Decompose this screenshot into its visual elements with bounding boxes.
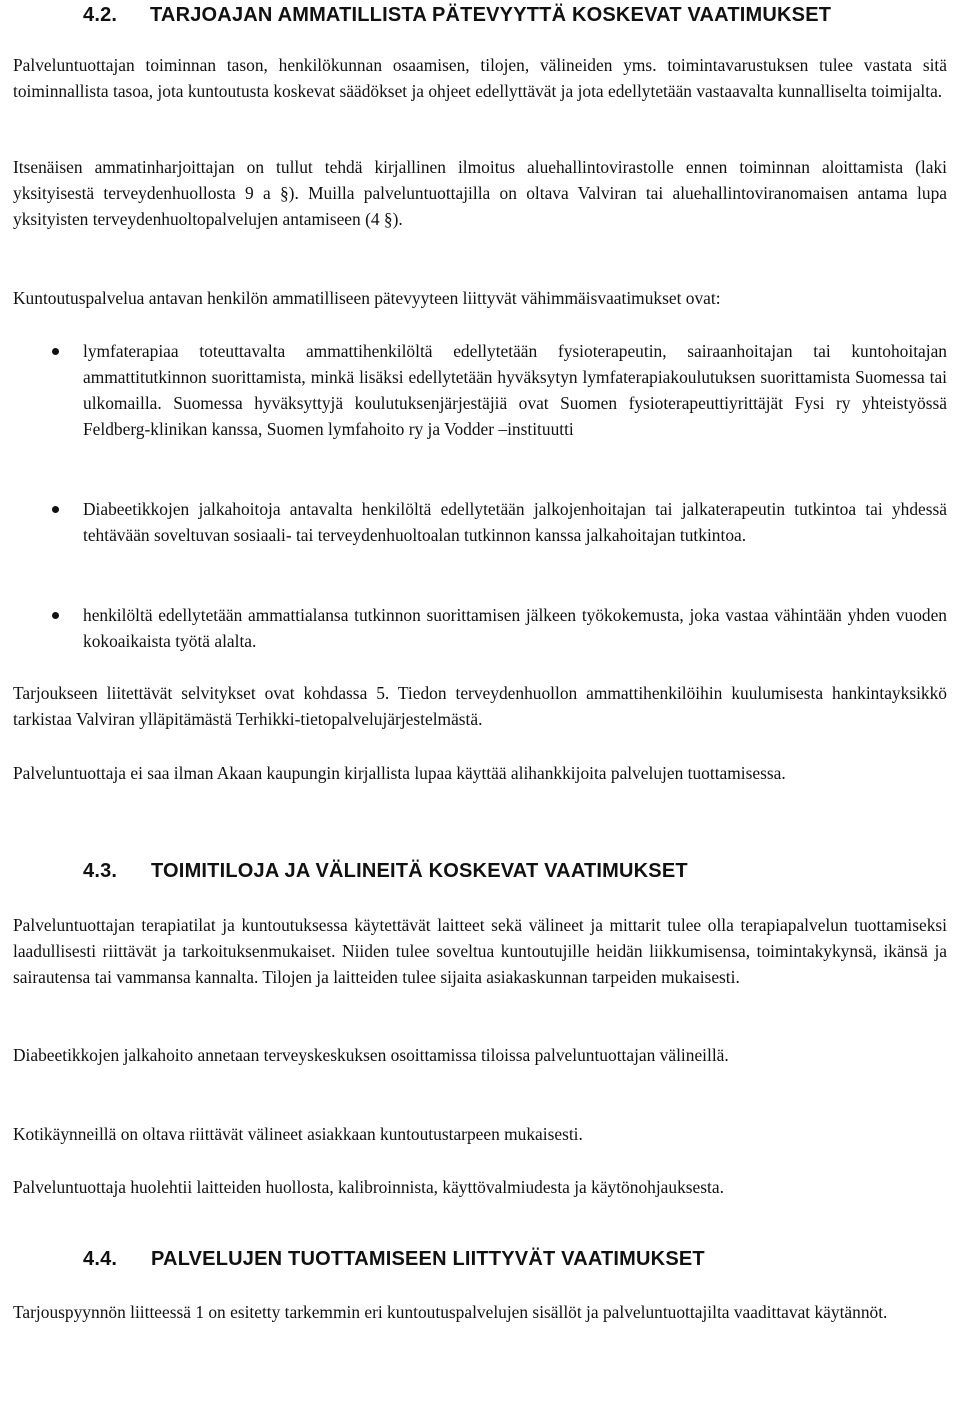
paragraph-text: Itsenäisen ammatinharjoittajan on tullut tehdä kirjallinen ilmoitus aluehallintovirastolle ennen toiminnan aloittamista (laki yksityisestä terveydenhuollosta 9 a §). Muilla palveluntuottajilla on oltava Valviran tai aluehallintoviranomaisen antama lupa yksityisten terveydenhuoltopalvelujen antamiseen (4 §). [13, 157, 947, 229]
paragraph [13, 1121, 947, 1147]
paragraph [13, 1174, 947, 1200]
bullet-icon [52, 612, 59, 619]
paragraph [13, 52, 947, 104]
paragraph [13, 912, 947, 990]
section-heading-4-4 [83, 1246, 705, 1272]
paragraph-text: Diabeetikkojen jalkahoito annetaan terveyskeskuksen osoittamissa tiloissa palveluntuottajan välineillä. [13, 1045, 729, 1065]
bullet-icon [52, 348, 59, 355]
paragraph [13, 1042, 947, 1068]
bullet-icon [52, 506, 59, 513]
section-heading-4-2 [83, 2, 831, 28]
list-item [13, 496, 947, 548]
paragraph-text: Palveluntuottaja ei saa ilman Akaan kaupungin kirjallista lupaa käyttää alihankkijoita palvelujen tuottamisessa. [13, 763, 786, 783]
paragraph [13, 680, 947, 732]
list-item [13, 602, 947, 654]
paragraph-text: Palveluntuottajan terapiatilat ja kuntoutuksessa käytettävät laitteet sekä välineet ja mittarit tulee olla terapiapalvelun tuottamiseksi laadullisesti riittävät ja tarkoituksenmukaiset. Niiden tulee soveltua kuntoutujille heidän liikkumisensa, toimintakykynsä, ikänsä ja sairautensa tai vammansa kannalta. Tilojen ja laitteiden tulee sijaita asiakaskunnan tarpeiden mukaisesti. [13, 915, 947, 987]
section-title: TARJOAJAN AMMATILLISTA PÄTEVYYTTÄ KOSKEVAT VAATIMUKSET [150, 4, 832, 26]
paragraph-text: Kuntoutuspalvelua antavan henkilön ammatilliseen pätevyyteen liittyvät vähimmäisvaatimukset ovat: [13, 288, 721, 308]
list-item-text: henkilöltä edellytetään ammattialansa tutkinnon suorittamisen jälkeen työkokemusta, joka vastaa vähintään yhden vuoden kokoaikaista työtä alalta. [83, 605, 947, 651]
paragraph-text: Kotikäynneillä on oltava riittävät välineet asiakkaan kuntoutustarpeen mukaisesti. [13, 1124, 583, 1144]
list-item-text: lymfaterapiaa toteuttavalta ammattihenkilöltä edellytetään fysioterapeutin, sairaanhoitajan tai kuntohoitajan ammattitutkinnon suorittamista, minkä lisäksi edellytetään hyväksytyn lymfaterapiakoulutuksen suorittamista Suomessa tai ulkomailla. Suomessa hyväksyttyjä koulutuksenjärjestäjiä ovat Suomen fysioterapeuttiyrittäjät Fysi ry yhteistyössä Feldberg-klinikan kanssa, Suomen lymfahoito ry ja Vodder –instituutti [83, 341, 947, 439]
section-number: 4.4. [83, 1248, 118, 1270]
section-number: 4.3. [83, 860, 118, 882]
paragraph [13, 1299, 947, 1325]
list-item [13, 338, 947, 442]
paragraph-text: Palveluntuottaja huolehtii laitteiden huollosta, kalibroinnista, käyttövalmiudesta ja käytönohjauksesta. [13, 1177, 724, 1197]
section-title: TOIMITILOJA JA VÄLINEITÄ KOSKEVAT VAATIMUKSET [151, 860, 688, 882]
paragraph [13, 760, 947, 786]
list-item-text: Diabeetikkojen jalkahoitoja antavalta henkilöltä edellytetään jalkojenhoitajan tai jalkaterapeutin tutkintoa tai yhdessä tehtävään soveltuvan sosiaali- tai terveydenhuoltoalan tutkinnon kanssa jalkahoitajan tutkintoa. [83, 499, 947, 545]
paragraph [13, 154, 947, 232]
paragraph-text: Tarjoukseen liitettävät selvitykset ovat kohdassa 5. Tiedon terveydenhuollon ammattihenkilöihin kuulumisesta hankintayksikkö tarkistaa Valviran ylläpitämästä Terhikki-tietopalvelujärjestelmästä. [13, 683, 947, 729]
section-title: PALVELUJEN TUOTTAMISEEN LIITTYVÄT VAATIMUKSET [151, 1248, 705, 1270]
paragraph [13, 285, 947, 311]
section-number: 4.2. [83, 4, 118, 26]
section-heading-4-3 [83, 858, 688, 884]
paragraph-text: Tarjouspyynnön liitteessä 1 on esitetty tarkemmin eri kuntoutuspalvelujen sisällöt ja palveluntuottajilta vaadittavat käytännöt. [13, 1302, 888, 1322]
paragraph-text: Palveluntuottajan toiminnan tason, henkilökunnan osaamisen, tilojen, välineiden yms. toimintavarustuksen tulee vastata sitä toiminnallista tasoa, jota kuntoutusta koskevat säädökset ja ohjeet edellyttävät ja jota edellytetään vastaavalta kunnalliselta toimijalta. [13, 55, 947, 101]
